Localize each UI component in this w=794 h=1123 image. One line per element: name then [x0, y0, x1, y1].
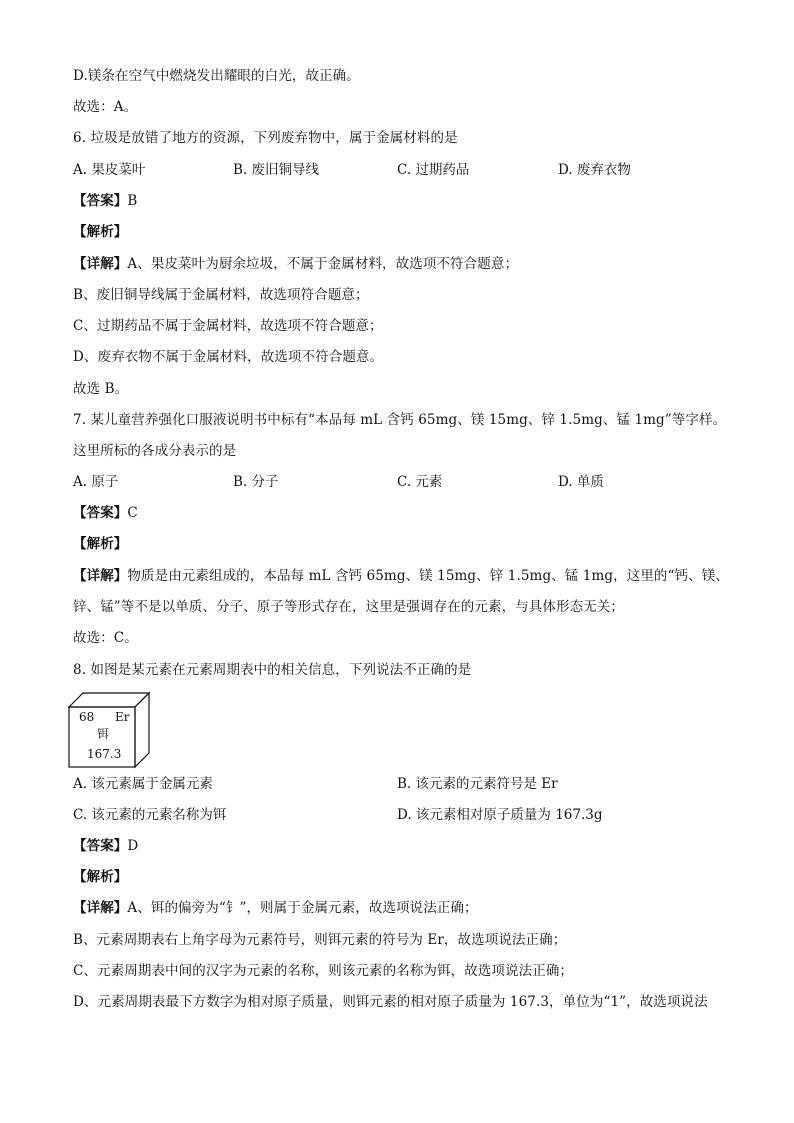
detail-tag: 【详解】	[73, 900, 128, 916]
q8-detail: 【详解】A、铒的偏旁为“钅”，则属于金属元素，故选项说法正确；	[73, 900, 478, 916]
detail-tag: 【详解】	[73, 568, 128, 584]
answer-value: C	[127, 505, 138, 521]
element-symbol: Er	[115, 710, 130, 724]
q6-option-b: B. 废旧铜导线	[233, 162, 320, 178]
q6-option-d: D. 废弃衣物	[558, 162, 631, 178]
text-line: B、元素周期表右上角字母为元素符号，则铒元素的符号为 Er，故选项说法正确；	[73, 932, 567, 948]
q7-analysis-tag: 【解析】	[73, 536, 128, 552]
q7-option-c: C. 元素	[397, 474, 443, 490]
atomic-mass: 167.3	[87, 747, 122, 761]
text-line: D、废弃衣物不属于金属材料，故选项不符合题意。	[73, 349, 384, 365]
answer-tag: 【答案】	[73, 505, 128, 521]
q6-analysis-tag: 【解析】	[73, 224, 128, 240]
question-7: 7. 某儿童营养强化口服液说明书中标有“本品每 mL 含钙 65mg、镁 15mg、锌 1.5mg、锰 1mg”等字样。	[73, 412, 727, 428]
question-6: 6. 垃圾是放错了地方的资源，下列废弃物中，属于金属材料的是	[73, 130, 458, 146]
answer-tag: 【答案】	[73, 838, 128, 854]
question-7-continued: 这里所标的各成分表示的是	[73, 443, 237, 459]
text-line: 故选：A。	[73, 99, 138, 115]
q6-answer	[73, 191, 754, 211]
text-line: 故选：C。	[73, 630, 138, 646]
answer-value: D	[127, 838, 139, 854]
answer-value: B	[127, 193, 138, 209]
q7-answer	[73, 503, 754, 523]
text-line: C、元素周期表中间的汉字为元素的名称，则该元素的名称为铒，故选项说法正确；	[73, 963, 574, 979]
question-8: 8. 如图是某元素在元素周期表中的相关信息，下列说法不正确的是	[73, 662, 472, 678]
q6-option-a: A. 果皮菜叶	[73, 162, 146, 178]
atomic-number: 68	[79, 710, 95, 724]
q8-option-c: C. 该元素的元素名称为铒	[73, 807, 227, 823]
q7-option-b: B. 分子	[233, 474, 279, 490]
q8-option-b: B. 该元素的元素符号是 Er	[397, 776, 558, 792]
text-line: D.镁条在空气中燃烧发出耀眼的白光，故正确。	[73, 68, 360, 84]
text-line: 故选 B。	[73, 381, 129, 397]
q6-option-c: C. 过期药品	[397, 162, 470, 178]
q8-option-a: A. 该元素属于金属元素	[73, 776, 213, 792]
q7-option-a: A. 原子	[73, 474, 119, 490]
answer-tag: 【答案】	[73, 193, 128, 209]
element-name: 铒	[97, 727, 110, 741]
q7-option-d: D. 单质	[558, 474, 604, 490]
text-line: B、废旧铜导线属于金属材料，故选项符合题意；	[73, 287, 369, 303]
text-line: 锌、锰”等不是以单质、分子、原子等形式存在，这里是强调存在的元素，与具体形态无关；	[73, 599, 624, 615]
q7-detail: 【详解】物质是由元素组成的，本品每 mL 含钙 65mg、镁 15mg、锌 1.5mg、锰 1mg，这里的“钙、镁、	[73, 568, 729, 584]
element-cell-figure	[68, 690, 150, 770]
detail-tag: 【详解】	[73, 256, 128, 272]
q8-option-d: D. 该元素相对原子质量为 167.3g	[397, 807, 603, 823]
text-line: D、元素周期表最下方数字为相对原子质量，则铒元素的相对原子质量为 167.3，单位为“1”，故选项说法	[73, 994, 708, 1010]
q8-answer	[73, 836, 754, 856]
text-line: C、过期药品不属于金属材料，故选项不符合题意；	[73, 318, 383, 334]
q8-analysis-tag: 【解析】	[73, 869, 128, 885]
q6-detail: 【详解】A、果皮菜叶为厨余垃圾，不属于金属材料，故选项不符合题意；	[73, 256, 519, 272]
